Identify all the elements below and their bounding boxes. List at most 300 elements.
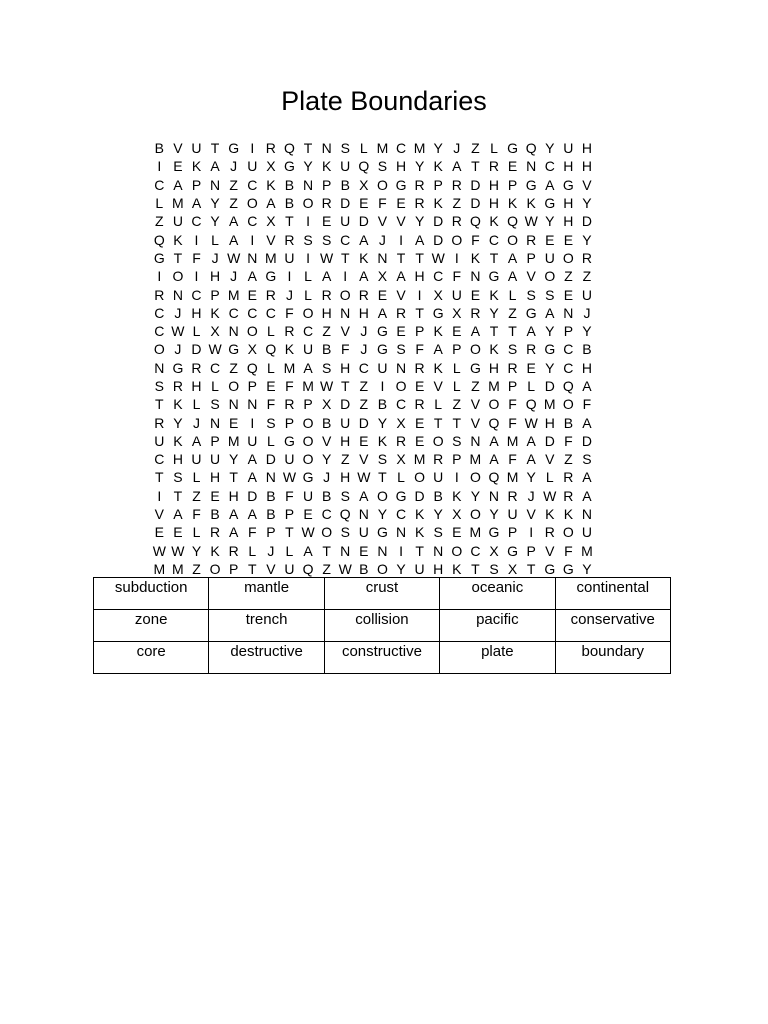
grid-letter: L: [192, 323, 201, 340]
grid-letter: I: [417, 286, 422, 303]
grid-letter: D: [265, 451, 276, 468]
grid-row: [150, 487, 618, 505]
grid-letter: X: [266, 213, 276, 230]
grid-letter: Z: [192, 487, 201, 504]
grid-letter: Q: [469, 213, 481, 230]
grid-letter: B: [433, 487, 443, 504]
grid-letter: K: [563, 506, 574, 523]
grid-letter: R: [544, 524, 555, 541]
grid-letter: P: [191, 176, 202, 193]
word-list-item: conservative: [555, 610, 670, 642]
grid-letter: L: [397, 469, 405, 486]
grid-letter: N: [228, 323, 239, 340]
grid-letter: Y: [489, 304, 499, 321]
grid-letter: O: [246, 195, 258, 212]
grid-letter: D: [247, 487, 258, 504]
grid-letter: Q: [525, 396, 537, 413]
grid-letter: K: [489, 341, 499, 358]
grid-letter: K: [452, 560, 462, 577]
grid-letter: L: [192, 469, 201, 486]
grid-letter: W: [543, 487, 557, 504]
word-list-table: [93, 577, 671, 674]
grid-letter: O: [376, 560, 388, 577]
grid-letter: O: [209, 560, 221, 577]
grid-letter: N: [210, 176, 221, 193]
grid-letter: A: [247, 469, 257, 486]
grid-row: [150, 249, 618, 267]
grid-letter: R: [414, 396, 425, 413]
grid-letter: D: [358, 414, 369, 431]
grid-letter: I: [529, 524, 534, 541]
grid-letter: Y: [210, 213, 220, 230]
grid-letter: Y: [470, 487, 481, 504]
grid-letter: N: [470, 432, 481, 449]
grid-letter: R: [172, 378, 183, 394]
grid-letter: O: [153, 341, 165, 358]
grid-letter: O: [302, 195, 314, 212]
grid-letter: A: [489, 432, 499, 449]
grid-letter: W: [320, 378, 334, 394]
grid-letter: Y: [433, 506, 443, 523]
grid-letter: C: [340, 231, 351, 248]
grid-letter: R: [526, 231, 537, 248]
grid-letter: B: [266, 506, 276, 523]
grid-letter: I: [454, 469, 459, 486]
grid-letter: C: [247, 176, 258, 193]
grid-letter: R: [451, 213, 462, 230]
grid-letter: I: [194, 231, 199, 248]
grid-letter: I: [399, 231, 403, 248]
grid-letter: Q: [246, 359, 258, 376]
grid-letter: G: [525, 176, 537, 193]
grid-letter: M: [227, 286, 240, 303]
grid-letter: Y: [582, 195, 592, 212]
grid-letter: L: [434, 396, 443, 413]
grid-letter: Y: [545, 323, 555, 340]
grid-letter: L: [359, 140, 368, 157]
grid-letter: T: [508, 323, 517, 340]
grid-letter: H: [395, 158, 407, 175]
grid-letter: W: [357, 469, 371, 486]
grid-letter: C: [544, 158, 555, 175]
grid-letter: U: [302, 341, 314, 358]
grid-letter: A: [229, 506, 239, 523]
grid-letter: P: [284, 414, 295, 431]
grid-letter: N: [395, 359, 407, 376]
grid-letter: M: [227, 432, 240, 449]
grid-letter: S: [489, 560, 499, 577]
word-list-item: trench: [209, 610, 324, 642]
grid-letter: P: [507, 176, 518, 193]
grid-letter: R: [228, 542, 239, 559]
grid-letter: P: [563, 323, 574, 340]
grid-letter: V: [545, 542, 555, 559]
grid-letter: J: [174, 304, 182, 321]
grid-letter: E: [526, 359, 536, 376]
grid-letter: G: [488, 268, 500, 285]
grid-letter: E: [452, 524, 462, 541]
grid-letter: B: [340, 176, 350, 193]
grid-letter: U: [284, 451, 295, 468]
grid-letter: F: [508, 414, 517, 431]
grid-letter: M: [283, 359, 296, 376]
grid-letter: E: [359, 195, 369, 212]
grid-row: [150, 542, 618, 560]
word-list-row: [94, 610, 671, 642]
grid-letter: B: [210, 506, 220, 523]
grid-letter: A: [526, 451, 536, 468]
grid-letter: X: [359, 176, 369, 193]
grid-letter: O: [562, 396, 574, 413]
grid-letter: F: [266, 396, 276, 413]
grid-letter: O: [339, 286, 351, 303]
grid-letter: K: [173, 396, 183, 413]
grid-letter: J: [192, 414, 200, 431]
grid-letter: T: [340, 378, 350, 394]
grid-letter: A: [173, 506, 183, 523]
grid-letter: A: [229, 213, 239, 230]
grid-letter: U: [451, 286, 462, 303]
grid-letter: G: [302, 469, 314, 486]
grid-letter: U: [358, 524, 369, 541]
grid-letter: J: [230, 268, 238, 285]
grid-letter: N: [172, 286, 183, 303]
grid-letter: T: [526, 560, 536, 577]
grid-letter: M: [581, 542, 593, 559]
grid-letter: F: [285, 304, 294, 321]
word-list-row: [94, 642, 671, 674]
grid-letter: L: [192, 396, 201, 413]
grid-letter: G: [562, 560, 574, 577]
grid-letter: Y: [377, 506, 388, 523]
grid-letter: B: [321, 414, 332, 431]
grid-letter: L: [304, 286, 312, 303]
grid-letter: G: [544, 560, 556, 577]
grid-letter: R: [526, 341, 537, 358]
grid-letter: L: [248, 542, 257, 559]
grid-letter: J: [378, 231, 386, 248]
grid-letter: B: [377, 396, 388, 413]
grid-letter: G: [376, 524, 388, 541]
grid-row: [150, 413, 618, 431]
grid-letter: Q: [525, 140, 537, 157]
grid-letter: Q: [153, 231, 165, 248]
grid-letter: P: [303, 396, 313, 413]
grid-letter: O: [395, 378, 407, 394]
grid-letter: X: [247, 341, 257, 358]
grid-letter: G: [544, 195, 556, 212]
grid-letter: C: [247, 213, 258, 230]
grid-letter: K: [414, 506, 425, 523]
grid-letter: W: [524, 414, 538, 431]
word-list-item: constructive: [324, 642, 439, 674]
grid-letter: E: [470, 286, 481, 303]
grid-letter: T: [210, 140, 220, 157]
grid-letter: U: [191, 451, 202, 468]
grid-letter: P: [507, 378, 518, 394]
grid-letter: O: [376, 176, 388, 193]
grid-letter: A: [191, 432, 202, 449]
grid-letter: S: [582, 451, 592, 468]
grid-letter: J: [360, 323, 368, 340]
grid-letter: O: [432, 432, 444, 449]
grid-letter: H: [488, 359, 500, 376]
grid-letter: A: [582, 414, 592, 431]
grid-letter: D: [433, 231, 444, 248]
grid-letter: Z: [582, 268, 592, 285]
grid-letter: S: [340, 524, 350, 541]
grid-letter: K: [452, 487, 462, 504]
grid-letter: U: [191, 140, 202, 157]
grid-letter: P: [266, 524, 276, 541]
grid-row: [150, 322, 618, 340]
grid-letter: R: [321, 286, 332, 303]
grid-letter: R: [414, 195, 425, 212]
grid-letter: J: [230, 158, 238, 175]
grid-letter: Z: [359, 378, 369, 394]
grid-letter: Z: [229, 195, 238, 212]
grid-letter: Z: [322, 560, 331, 577]
grid-letter: B: [563, 414, 574, 431]
grid-letter: J: [360, 341, 368, 358]
grid-letter: G: [395, 176, 407, 193]
grid-letter: N: [247, 249, 258, 266]
grid-letter: P: [507, 524, 518, 541]
grid-letter: Z: [229, 176, 238, 193]
grid-letter: G: [507, 140, 519, 157]
grid-letter: N: [228, 396, 239, 413]
grid-letter: V: [470, 396, 481, 413]
grid-letter: P: [526, 249, 536, 266]
grid-letter: H: [488, 195, 500, 212]
grid-letter: Z: [359, 396, 369, 413]
grid-letter: C: [191, 286, 202, 303]
grid-letter: O: [302, 432, 314, 449]
grid-letter: R: [154, 414, 165, 431]
grid-letter: N: [358, 506, 369, 523]
grid-letter: V: [173, 140, 183, 157]
word-list-item: destructive: [209, 642, 324, 674]
grid-letter: C: [563, 359, 574, 376]
grid-letter: A: [359, 268, 369, 285]
grid-letter: Z: [564, 268, 573, 285]
grid-letter: A: [507, 249, 518, 266]
grid-letter: C: [228, 304, 239, 321]
grid-letter: S: [507, 341, 518, 358]
grid-letter: X: [452, 304, 462, 321]
grid-letter: U: [340, 213, 351, 230]
grid-letter: S: [321, 359, 332, 376]
grid-letter: I: [157, 158, 162, 175]
page-title: Plate Boundaries: [281, 86, 487, 116]
grid-letter: M: [506, 469, 519, 486]
grid-letter: U: [340, 414, 351, 431]
grid-letter: P: [433, 176, 443, 193]
grid-letter: C: [395, 140, 407, 157]
grid-row: [150, 377, 618, 395]
grid-letter: G: [265, 268, 277, 285]
grid-letter: Q: [562, 378, 574, 394]
grid-letter: K: [489, 213, 499, 230]
grid-letter: T: [489, 323, 499, 340]
grid-letter: D: [358, 213, 369, 230]
grid-letter: O: [469, 341, 481, 358]
grid-letter: H: [414, 268, 425, 285]
grid-letter: P: [526, 542, 536, 559]
grid-letter: N: [433, 542, 444, 559]
grid-letter: A: [191, 195, 202, 212]
grid-letter: Y: [414, 213, 425, 230]
grid-letter: X: [489, 542, 499, 559]
grid-letter: S: [154, 378, 164, 394]
grid-letter: A: [359, 231, 369, 248]
grid-letter: E: [414, 432, 425, 449]
grid-letter: U: [247, 432, 258, 449]
grid-letter: R: [321, 195, 332, 212]
grid-letter: E: [229, 414, 239, 431]
grid-letter: K: [210, 542, 220, 559]
grid-letter: G: [544, 341, 556, 358]
grid-letter: J: [285, 286, 293, 303]
grid-letter: Z: [192, 560, 201, 577]
grid-letter: H: [563, 213, 574, 230]
grid-letter: I: [194, 268, 199, 285]
grid-letter: T: [415, 304, 424, 321]
grid-letter: R: [414, 359, 425, 376]
grid-letter: W: [171, 323, 185, 340]
grid-letter: M: [543, 396, 556, 413]
grid-row: [150, 285, 618, 303]
grid-letter: H: [340, 469, 351, 486]
grid-letter: K: [173, 231, 183, 248]
grid-letter: E: [452, 323, 462, 340]
grid-letter: U: [507, 506, 518, 523]
grid-letter: E: [414, 378, 425, 394]
grid-letter: Q: [302, 560, 314, 577]
grid-letter: T: [155, 469, 164, 486]
grid-letter: D: [191, 341, 202, 358]
grid-letter: D: [544, 378, 555, 394]
grid-letter: B: [284, 195, 295, 212]
grid-letter: A: [433, 341, 443, 358]
grid-letter: P: [210, 432, 220, 449]
grid-letter: W: [320, 249, 334, 266]
grid-letter: N: [247, 396, 258, 413]
grid-letter: O: [451, 542, 463, 559]
grid-letter: W: [338, 560, 352, 577]
grid-letter: H: [191, 378, 202, 394]
grid-letter: H: [581, 158, 593, 175]
grid-letter: C: [265, 304, 276, 321]
grid-letter: J: [211, 249, 219, 266]
word-list-item: plate: [440, 642, 555, 674]
grid-letter: F: [340, 341, 350, 358]
grid-letter: E: [545, 231, 555, 248]
grid-letter: L: [490, 140, 498, 157]
grid-letter: A: [229, 231, 239, 248]
grid-letter: I: [399, 542, 403, 559]
grid-letter: M: [172, 195, 184, 212]
word-list-item: pacific: [440, 610, 555, 642]
grid-row: [150, 432, 618, 450]
grid-letter: G: [525, 304, 537, 321]
grid-letter: H: [433, 560, 444, 577]
grid-letter: D: [470, 195, 481, 212]
grid-letter: G: [284, 158, 295, 175]
grid-letter: F: [192, 249, 201, 266]
grid-letter: R: [581, 249, 593, 266]
grid-letter: K: [210, 304, 220, 321]
grid-letter: A: [582, 378, 592, 394]
grid-letter: R: [507, 359, 518, 376]
grid-letter: M: [265, 249, 277, 266]
grid-letter: T: [303, 140, 313, 157]
grid-letter: R: [284, 323, 295, 340]
grid-letter: R: [358, 286, 369, 303]
grid-letter: R: [395, 432, 407, 449]
grid-letter: E: [173, 158, 183, 175]
grid-letter: W: [227, 249, 241, 266]
grid-letter: T: [415, 542, 424, 559]
grid-letter: U: [284, 560, 295, 577]
grid-letter: G: [432, 304, 444, 321]
grid-letter: G: [507, 542, 519, 559]
grid-letter: L: [508, 286, 517, 303]
grid-letter: B: [321, 341, 332, 358]
grid-letter: F: [564, 542, 573, 559]
grid-letter: Y: [582, 560, 592, 577]
grid-letter: L: [266, 432, 275, 449]
grid-letter: Z: [471, 140, 480, 157]
grid-letter: S: [210, 396, 220, 413]
grid-letter: I: [306, 213, 310, 230]
grid-letter: R: [414, 176, 425, 193]
grid-letter: Y: [229, 451, 239, 468]
grid-letter: X: [266, 158, 276, 175]
grid-letter: O: [507, 231, 519, 248]
word-list-item: crust: [324, 578, 439, 610]
grid-letter: Y: [545, 359, 555, 376]
grid-letter: M: [488, 378, 500, 394]
grid-letter: J: [174, 341, 182, 358]
grid-letter: O: [562, 524, 574, 541]
grid-letter: V: [470, 414, 481, 431]
grid-letter: E: [377, 286, 388, 303]
grid-letter: B: [266, 487, 276, 504]
grid-letter: A: [582, 469, 592, 486]
grid-letter: T: [155, 396, 164, 413]
grid-letter: N: [340, 542, 351, 559]
grid-letter: L: [527, 378, 536, 394]
grid-letter: A: [545, 176, 555, 193]
grid-letter: E: [266, 378, 276, 394]
grid-letter: F: [471, 231, 480, 248]
grid-letter: K: [526, 195, 536, 212]
grid-letter: U: [414, 560, 425, 577]
grid-letter: L: [155, 195, 164, 212]
grid-letter: U: [581, 286, 593, 303]
grid-letter: L: [211, 231, 219, 248]
grid-letter: H: [563, 158, 574, 175]
grid-letter: N: [302, 176, 314, 193]
grid-letter: M: [469, 524, 482, 541]
grid-letter: K: [321, 158, 332, 175]
grid-letter: Y: [303, 158, 313, 175]
grid-letter: Y: [433, 140, 443, 157]
grid-letter: A: [359, 487, 369, 504]
grid-letter: Q: [265, 341, 277, 358]
grid-letter: J: [527, 487, 535, 504]
